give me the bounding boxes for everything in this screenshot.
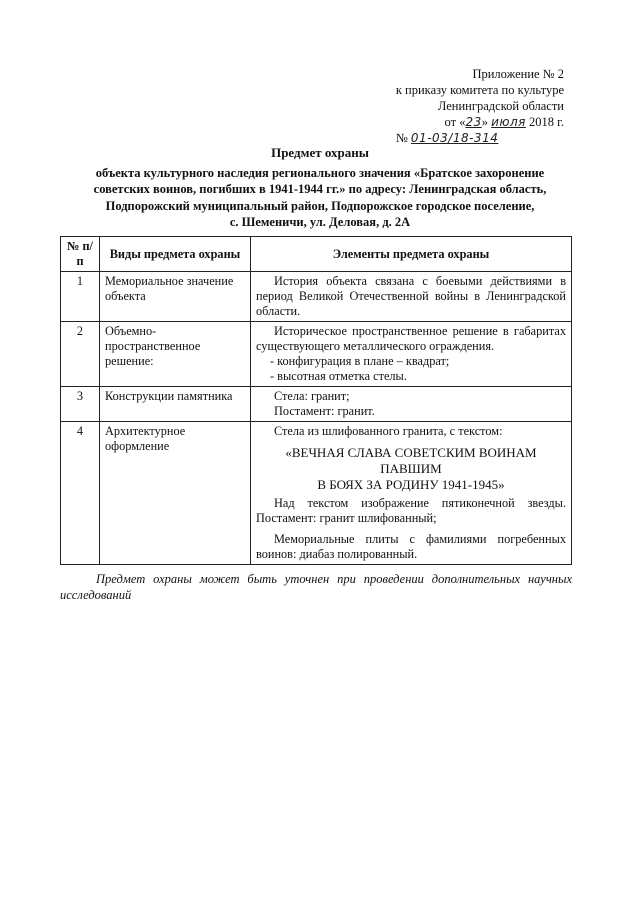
row-elements [251, 272, 572, 322]
order-number-handwritten: 01-03/18-314 [410, 131, 499, 145]
appendix-date: от «23» июля 2018 г. [444, 115, 564, 129]
header-kind: Виды предмета охраны [100, 237, 251, 272]
appendix-header [396, 66, 564, 146]
row-elements [251, 422, 572, 565]
table-header-row [61, 237, 572, 272]
row-bullet: - конфигурация в плане – квадрат; [270, 354, 450, 368]
appendix-order-ref: к приказу комитета по культуре [395, 83, 564, 97]
row-text: Историческое пространственное решение в габаритах существующего металлического ограждения. [256, 324, 566, 353]
title-line: с. Шеменичи, ул. Деловая, д. 2А [229, 215, 411, 229]
row-num: 1 [61, 272, 100, 322]
footnote: Предмет охраны может быть уточнен при проведении дополнительных научных исследований [60, 572, 572, 602]
title-line: советских воинов, погибших в 1941-1944 гг.» по адресу: Ленинградская область, [93, 182, 547, 196]
title-main: Предмет охраны [271, 145, 369, 160]
stele-inscription: «ВЕЧНАЯ СЛАВА СОВЕТСКИМ ВОИНАМ ПАВШИМ В БОЯХ ЗА РОДИНУ 1941-1945» [285, 445, 537, 492]
title-line: Подпорожский муниципальный район, Подпорожское городское поселение, [105, 198, 535, 213]
row-num: 4 [61, 422, 100, 565]
table-row [61, 322, 572, 387]
row-num: 2 [61, 322, 100, 387]
row-num: 3 [61, 387, 100, 422]
row-text: Стела: гранит; [274, 389, 350, 403]
appendix-title: Приложение № 2 [472, 67, 564, 81]
row-kind: Мемориальное значение объекта [100, 272, 251, 322]
row-text: Стела из шлифованного гранита, с текстом: [274, 424, 503, 438]
row-text: Над текстом изображение пятиконечной звезды. Постамент: гранит шлифованный; [256, 496, 566, 525]
table-row [61, 422, 572, 565]
row-bullet: - высотная отметка стелы. [270, 369, 407, 383]
row-kind: Объемно-пространственное решение: [100, 322, 251, 387]
row-text: История объекта связана с боевыми действиями в период Великой Отечественной войны в Ленинградской области. [256, 274, 566, 318]
protection-table [60, 236, 572, 565]
row-text: Мемориальные плиты с фамилиями погребенных воинов: диабаз полированный. [256, 532, 566, 561]
table-row [61, 387, 572, 422]
row-elements [251, 387, 572, 422]
table-row [61, 272, 572, 322]
header-elements: Элементы предмета охраны [251, 237, 572, 272]
date-day-handwritten: 23 [465, 115, 482, 129]
row-kind: Конструкции памятника [100, 387, 251, 422]
row-kind: Архитектурное оформление [100, 422, 251, 565]
document-title [60, 145, 580, 231]
title-line: объекта культурного наследия регионального значения «Братское захоронение [95, 165, 545, 180]
header-num: № п/п [61, 237, 100, 272]
row-elements [251, 322, 572, 387]
date-month-handwritten: июля [491, 115, 526, 129]
row-text: Постамент: гранит. [274, 404, 375, 418]
appendix-region: Ленинградской области [437, 99, 564, 113]
appendix-number: № 01-03/18-314 [395, 131, 499, 145]
